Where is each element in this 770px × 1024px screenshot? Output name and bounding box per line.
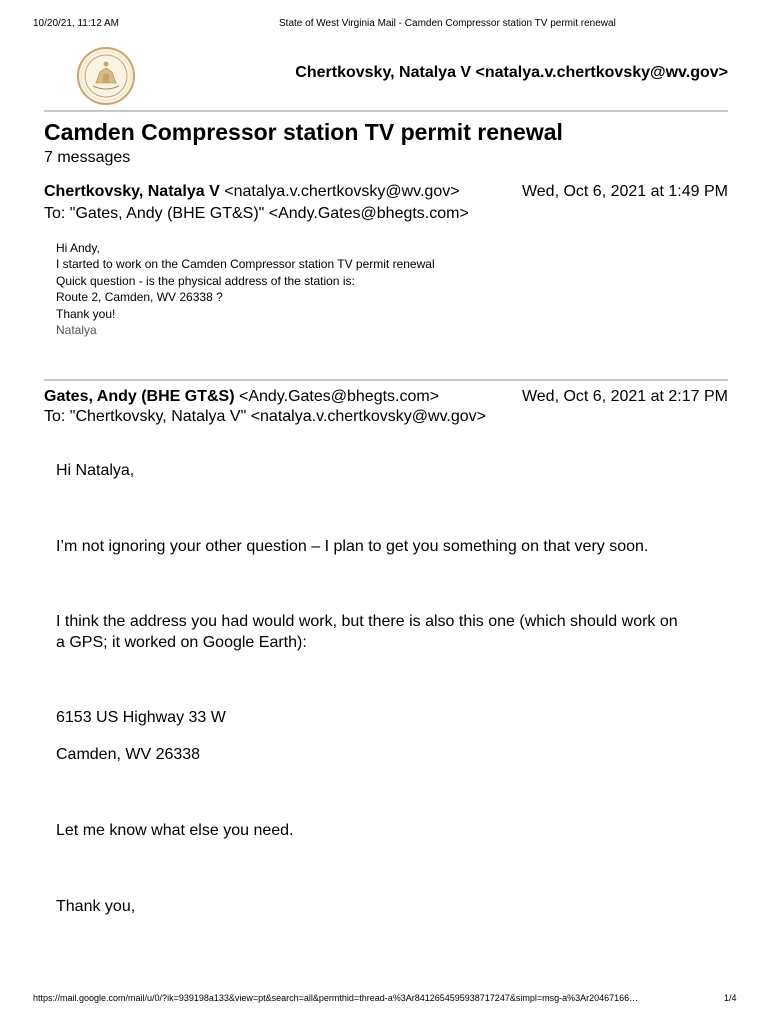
body-line: 6153 US Highway 33 W: [56, 709, 226, 726]
account-label: Chertkovsky, Natalya V <natalya.v.chertkovsky@wv.gov>: [295, 64, 728, 81]
sender-email: <Andy.Gates@bhegts.com>: [239, 388, 440, 405]
header-divider: [44, 110, 728, 112]
body-line: Thank you,: [56, 898, 136, 915]
body-line: Route 2, Camden, WV 26338 ?: [56, 290, 223, 305]
thread-subject: Camden Compressor station TV permit renewal: [44, 119, 563, 145]
sender-name: Chertkovsky, Natalya V: [44, 183, 220, 200]
sender-email: <natalya.v.chertkovsky@wv.gov>: [224, 183, 460, 200]
body-line: Quick question - is the physical address of the station is:: [56, 273, 355, 288]
body-line: Thank you!: [56, 306, 116, 321]
message-sender: [44, 388, 439, 406]
body-line: Camden, WV 26338: [56, 746, 201, 763]
body-line: a GPS; it worked on Google Earth):: [56, 634, 307, 651]
print-datetime: 10/20/21, 11:12 AM: [33, 18, 119, 29]
body-line: I’m not ignoring your other question – I plan to get you something on that very soon.: [56, 538, 649, 555]
message-body: [56, 240, 435, 338]
footer-url: https://mail.google.com/mail/u/0/?ik=939198a133&view=pt&search=all&permthid=thread-a%3Ar8412654595938717247&simpl=msg-a%3Ar20467166…: [33, 993, 639, 1003]
message-count: 7 messages: [44, 149, 131, 166]
body-line: Hi Natalya,: [56, 462, 135, 479]
message-date: Wed, Oct 6, 2021 at 1:49 PM: [521, 183, 728, 200]
body-line: Hi Andy,: [56, 241, 100, 255]
body-line: I started to work on the Camden Compressor station TV permit renewal: [56, 257, 435, 272]
body-line: Let me know what else you need.: [56, 822, 294, 839]
body-line: I think the address you had would work, but there is also this one (which should work on: [56, 613, 678, 630]
print-title: State of West Virginia Mail - Camden Compressor station TV permit renewal: [279, 18, 616, 29]
wv-state-seal-logo: [76, 46, 136, 106]
message-recipients: To: "Chertkovsky, Natalya V" <natalya.v.chertkovsky@wv.gov>: [44, 408, 486, 425]
message-divider: [44, 379, 728, 381]
sender-name: Gates, Andy (BHE GT&S): [44, 388, 235, 405]
page-number: 1/4: [724, 993, 737, 1003]
signature: Natalya: [56, 323, 97, 338]
message-sender: [44, 183, 460, 201]
message-date: Wed, Oct 6, 2021 at 2:17 PM: [521, 388, 728, 405]
message-recipients: To: "Gates, Andy (BHE GT&S)" <Andy.Gates@bhegts.com>: [44, 205, 469, 222]
